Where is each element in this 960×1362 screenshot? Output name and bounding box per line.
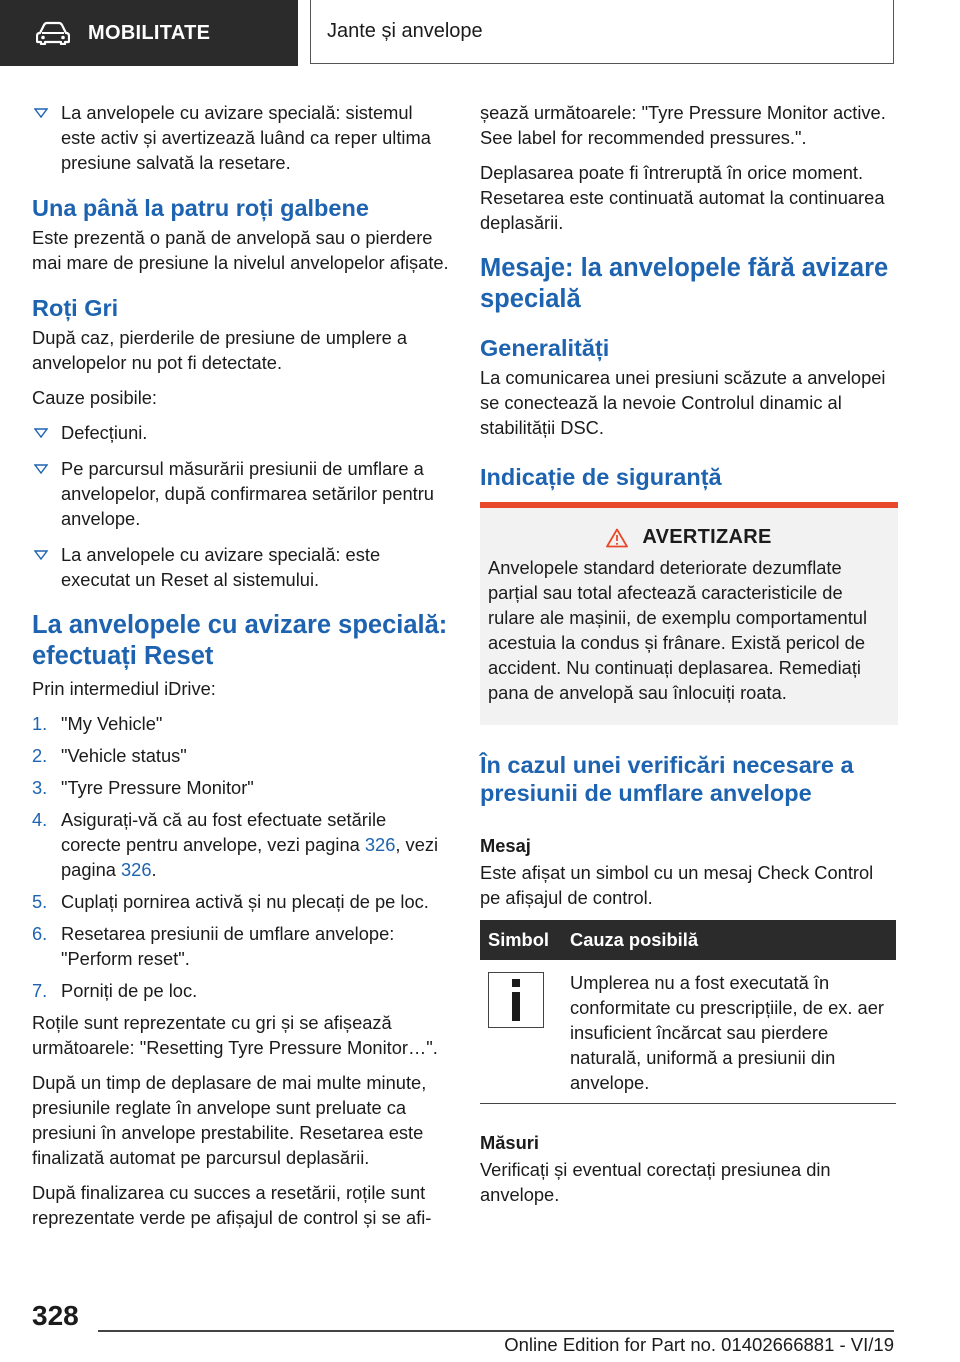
paragraph: La comunicarea unei presiuni scăzute a anvelopei se conectează la nevoie Controlul dinamic al stabilității DSC. (480, 367, 886, 438)
heading-reset: La anvelopele cu avizare specială: efectuați Reset (32, 611, 448, 670)
step-item: 6. Resetarea presiunii de umflare anvelope: "Perform reset". (32, 923, 395, 969)
warning-title: AVERTIZARE (642, 526, 772, 548)
info-icon (488, 972, 544, 1028)
heading-pressure-check: În cazul unei verificări necesare a presiunii de umflare anvelope (480, 752, 854, 806)
left-column (32, 100, 450, 1240)
table-header-symbol: Simbol (480, 920, 562, 960)
list-item: La anvelopele cu avizare specială: este executat un Reset al sistemului. (32, 542, 450, 592)
page-number: 328 (32, 1300, 79, 1331)
table-row (480, 960, 896, 1104)
paragraph: Este prezentă o pană de anvelopă sau o pierdere mai mare de presiune la nivelul anvelopelor afișate. (32, 227, 449, 273)
page-header (0, 0, 960, 66)
paragraph: După finalizarea cu succes a resetării, roțile sunt reprezentate verde pe afișajul de control și se afi- (32, 1182, 432, 1228)
step-item: 7. Porniți de pe loc. (32, 980, 198, 1001)
table-header-cause: Cauza posibilă (562, 920, 896, 960)
chapter-box (310, 0, 894, 64)
paragraph: șează următoarele: "Tyre Pressure Monitor active. See label for recommended pressures.". (480, 102, 886, 148)
section-title: MOBILITATE (88, 21, 211, 44)
step-item: 3. "Tyre Pressure Monitor" (32, 777, 254, 798)
section-tab[interactable] (0, 0, 298, 66)
right-column (480, 100, 898, 1217)
paragraph: După caz, pierderile de presiune de umplere a anvelopelor nu pot fi detectate. (32, 327, 407, 373)
symbol-table (480, 920, 896, 1104)
list-item: Pe parcursul măsurării presiunii de umflare a anvelopelor, după confirmarea setărilor pentru anvelope. (32, 456, 450, 531)
step-item: 5. Cuplați pornirea activă și nu plecați de pe loc. (32, 891, 429, 912)
paragraph: Cauze posibile: (32, 387, 157, 408)
paragraph: Roțile sunt reprezentate cu gri și se afișează următoarele: "Resetting Tyre Pressure Monitor…". (32, 1012, 438, 1058)
paragraph: Verificați și eventual corectați presiunea din anvelope. (480, 1159, 831, 1205)
bullet-triangle-icon (34, 464, 48, 474)
car-icon (36, 21, 70, 45)
heading-general: Generalități (480, 335, 610, 361)
table-cell-cause: Umplerea nu a fost executată în conformitate cu prescripțiile, de ex. aer insuficient încărcat sau pierdere naturală, uniformă a presiunii din anvelope. (562, 960, 896, 1104)
warning-box (480, 502, 898, 725)
footer-divider (98, 1330, 894, 1332)
bullet-triangle-icon (34, 550, 48, 560)
heading-yellow-wheels: Una până la patru roți galbene (32, 195, 369, 221)
paragraph: Prin intermediul iDrive: (32, 678, 216, 699)
subheading-measures: Măsuri (480, 1132, 539, 1153)
warning-text: Anvelopele standard deteriorate dezumflate parțial sau total afectează caracteristicile de rulare ale mașinii, de exemplu comportamentul acestuia la condus și frânare. Există pericol de accident. Nu continuați deplasarea. Remediați pana de anvelopă sau înlocuiți roata. (488, 557, 868, 703)
page-link[interactable]: 326 (120, 859, 152, 880)
paragraph: Este afișat un simbol cu un mesaj Check Control pe afișajul de control. (480, 862, 874, 908)
paragraph: Deplasarea poate fi întreruptă în orice moment. Resetarea este continuată automat la continuarea deplasării. (480, 162, 885, 233)
paragraph: După un timp de deplasare de mai multe minute, presiunile reglate în anvelope sunt preluate ca presiuni în anvelope prestabilite. Resetarea este finalizată automat pe parcursul deplasării. (32, 1072, 427, 1168)
list-item: La anvelopele cu avizare specială: sistemul este activ și avertizează luând ca reper ultima presiune salvată la resetare. (32, 100, 450, 175)
chapter-title: Jante și anvelope (327, 20, 483, 42)
subheading-message: Mesaj (480, 835, 531, 856)
heading-grey-wheels: Roți Gri (32, 295, 119, 321)
footer-edition: Online Edition for Part no. 01402666881 - VI/19 (504, 1334, 894, 1355)
step-item: 4. Asigurați-vă că au fost efectuate setările corecte pentru anvelope, vezi pagina 326, vezi pagina 326. (32, 809, 439, 880)
heading-messages: Mesaje: la anvelopele fără avizare specială (480, 254, 889, 313)
heading-safety: Indicație de siguranță (480, 464, 722, 490)
list-item: Defecțiuni. (32, 420, 450, 445)
warning-triangle-icon (606, 528, 628, 548)
step-item: 1. "My Vehicle" (32, 713, 163, 734)
bullet-triangle-icon (34, 108, 48, 118)
bullet-triangle-icon (34, 428, 48, 438)
step-item: 2. "Vehicle status" (32, 745, 187, 766)
page-link[interactable]: 326 (364, 834, 396, 855)
